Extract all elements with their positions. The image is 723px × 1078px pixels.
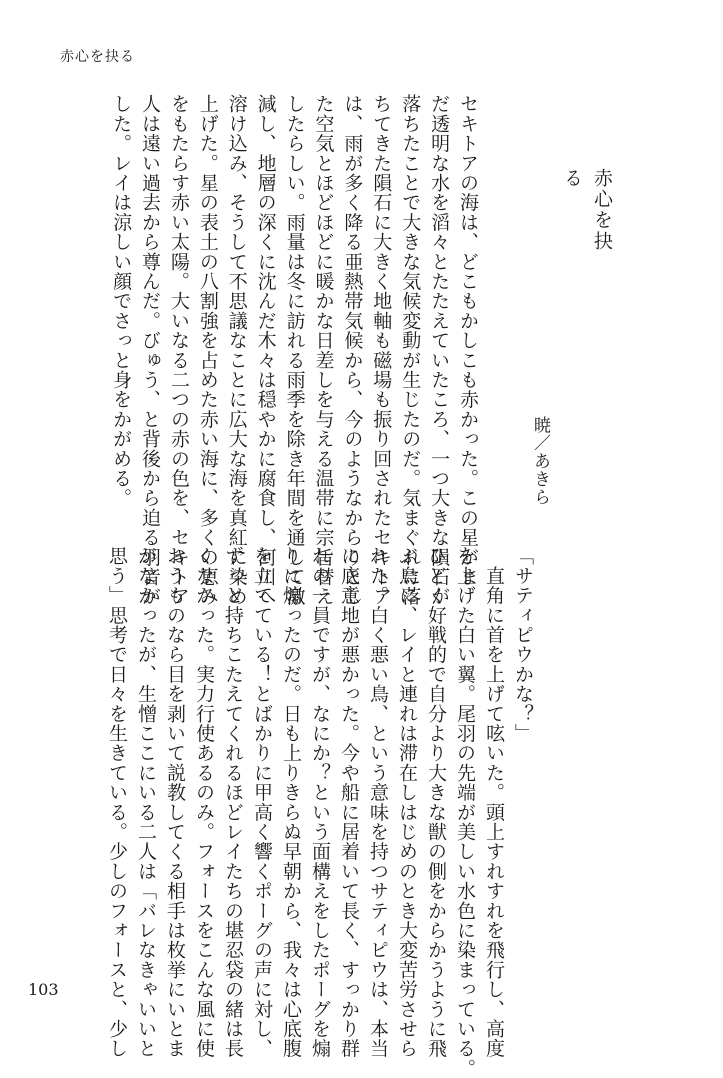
text-line: 減し、地層の深くに沈んだ木々は穏やかに腐食し、河川へ [254, 94, 277, 607]
text-line: したらしい。雨量は冬に訪れる雨季を除き年間を通して激 [283, 94, 306, 607]
text-line: りに煽ったのだ。日も上りきらぬ早朝から、我々は心底腹 [280, 546, 302, 1059]
text-line: に底意地が悪かった。今や船に居着いて長く、すっかり群 [338, 546, 360, 1059]
text-line: 「サティピウかな？」 [512, 546, 534, 743]
text-line: 人は遠い過去から尊んだ。びゅう、と背後から迫る羽音が [139, 94, 162, 607]
text-line: 思う」思考で日々を生きている。少しのフォースと、少し [106, 546, 128, 1059]
text-line: 溶け込み、そうして不思議なことに広大な海を真紅に染め [225, 94, 248, 607]
text-line: ずっと持ちこたえてくれるほどレイたちの堪忍袋の緒は長 [222, 546, 244, 1059]
text-line: ひどく好戦的で自分より大きな獣の側をからかうように飛 [425, 546, 447, 1059]
text-line: 落ちたことで大きな気候変動が生じたのだ。気まぐれに落 [399, 94, 422, 607]
text-line: は、雨が多く降る亜熱帯気候から、今のようなからりとし [341, 94, 364, 607]
text-line: 直角に首を上げて呟いた。頭上すれすれを飛行し、高度 [483, 546, 505, 1059]
text-line: れた。白く悪い鳥、という意味を持つサティピウは、本当 [367, 546, 389, 1059]
text-line: ちてきた隕石に大きく地軸も磁場も振り回されたセキトア [370, 94, 393, 607]
text-line: をもたらす赤い太陽。大いなる二つの赤の色を、セキトア [167, 94, 190, 607]
page-number: 103 [28, 980, 59, 999]
body-paragraph-lower [102, 546, 537, 1078]
text-line: れの一員ですが、なにか？という面構えをしたポーグを煽 [309, 546, 331, 1059]
text-line: ぶ鳥に、レイと連れは滞在しはじめのとき大変苦労させら [396, 546, 418, 1059]
text-line: くなかった。実力行使あるのみ。フォースをこんな風に使 [193, 546, 215, 1059]
text-line: を立てている！とばかりに甲高く響くポーグの声に対し、 [251, 546, 273, 1059]
body-paragraph-upper [106, 94, 482, 607]
text-line: た空気とほどほどに暖かな日差しを与える温帯に宗旨替え [312, 94, 335, 607]
text-line: した。レイは涼しい顔でさっと身をかがめる。 [110, 94, 133, 508]
author-byline: 暁／あきら [530, 416, 550, 506]
text-line: おうものなら目を剥いて説教してくる相手は枚挙にいとま [164, 546, 186, 1059]
text-line: セキトアの海は、どこもかしこも赤かった。この星がま [457, 94, 479, 587]
story-title: 赤心を抉る [561, 168, 613, 252]
text-line: 上げた。星の表土の八割強を占めた赤い海に、多くの恵み [196, 94, 219, 607]
text-line: を上げた白い翼。尾羽の先端が美しい水色に染まっている。 [454, 546, 476, 1078]
text-line: だ透明な水を滔々とたたえていたころ、一つ大きな隕石が [428, 94, 451, 607]
text-line: がなかったが、生憎ここにいる二人は「バレなきゃいいと [135, 546, 157, 1059]
running-header: 赤心を抉る [60, 49, 135, 65]
